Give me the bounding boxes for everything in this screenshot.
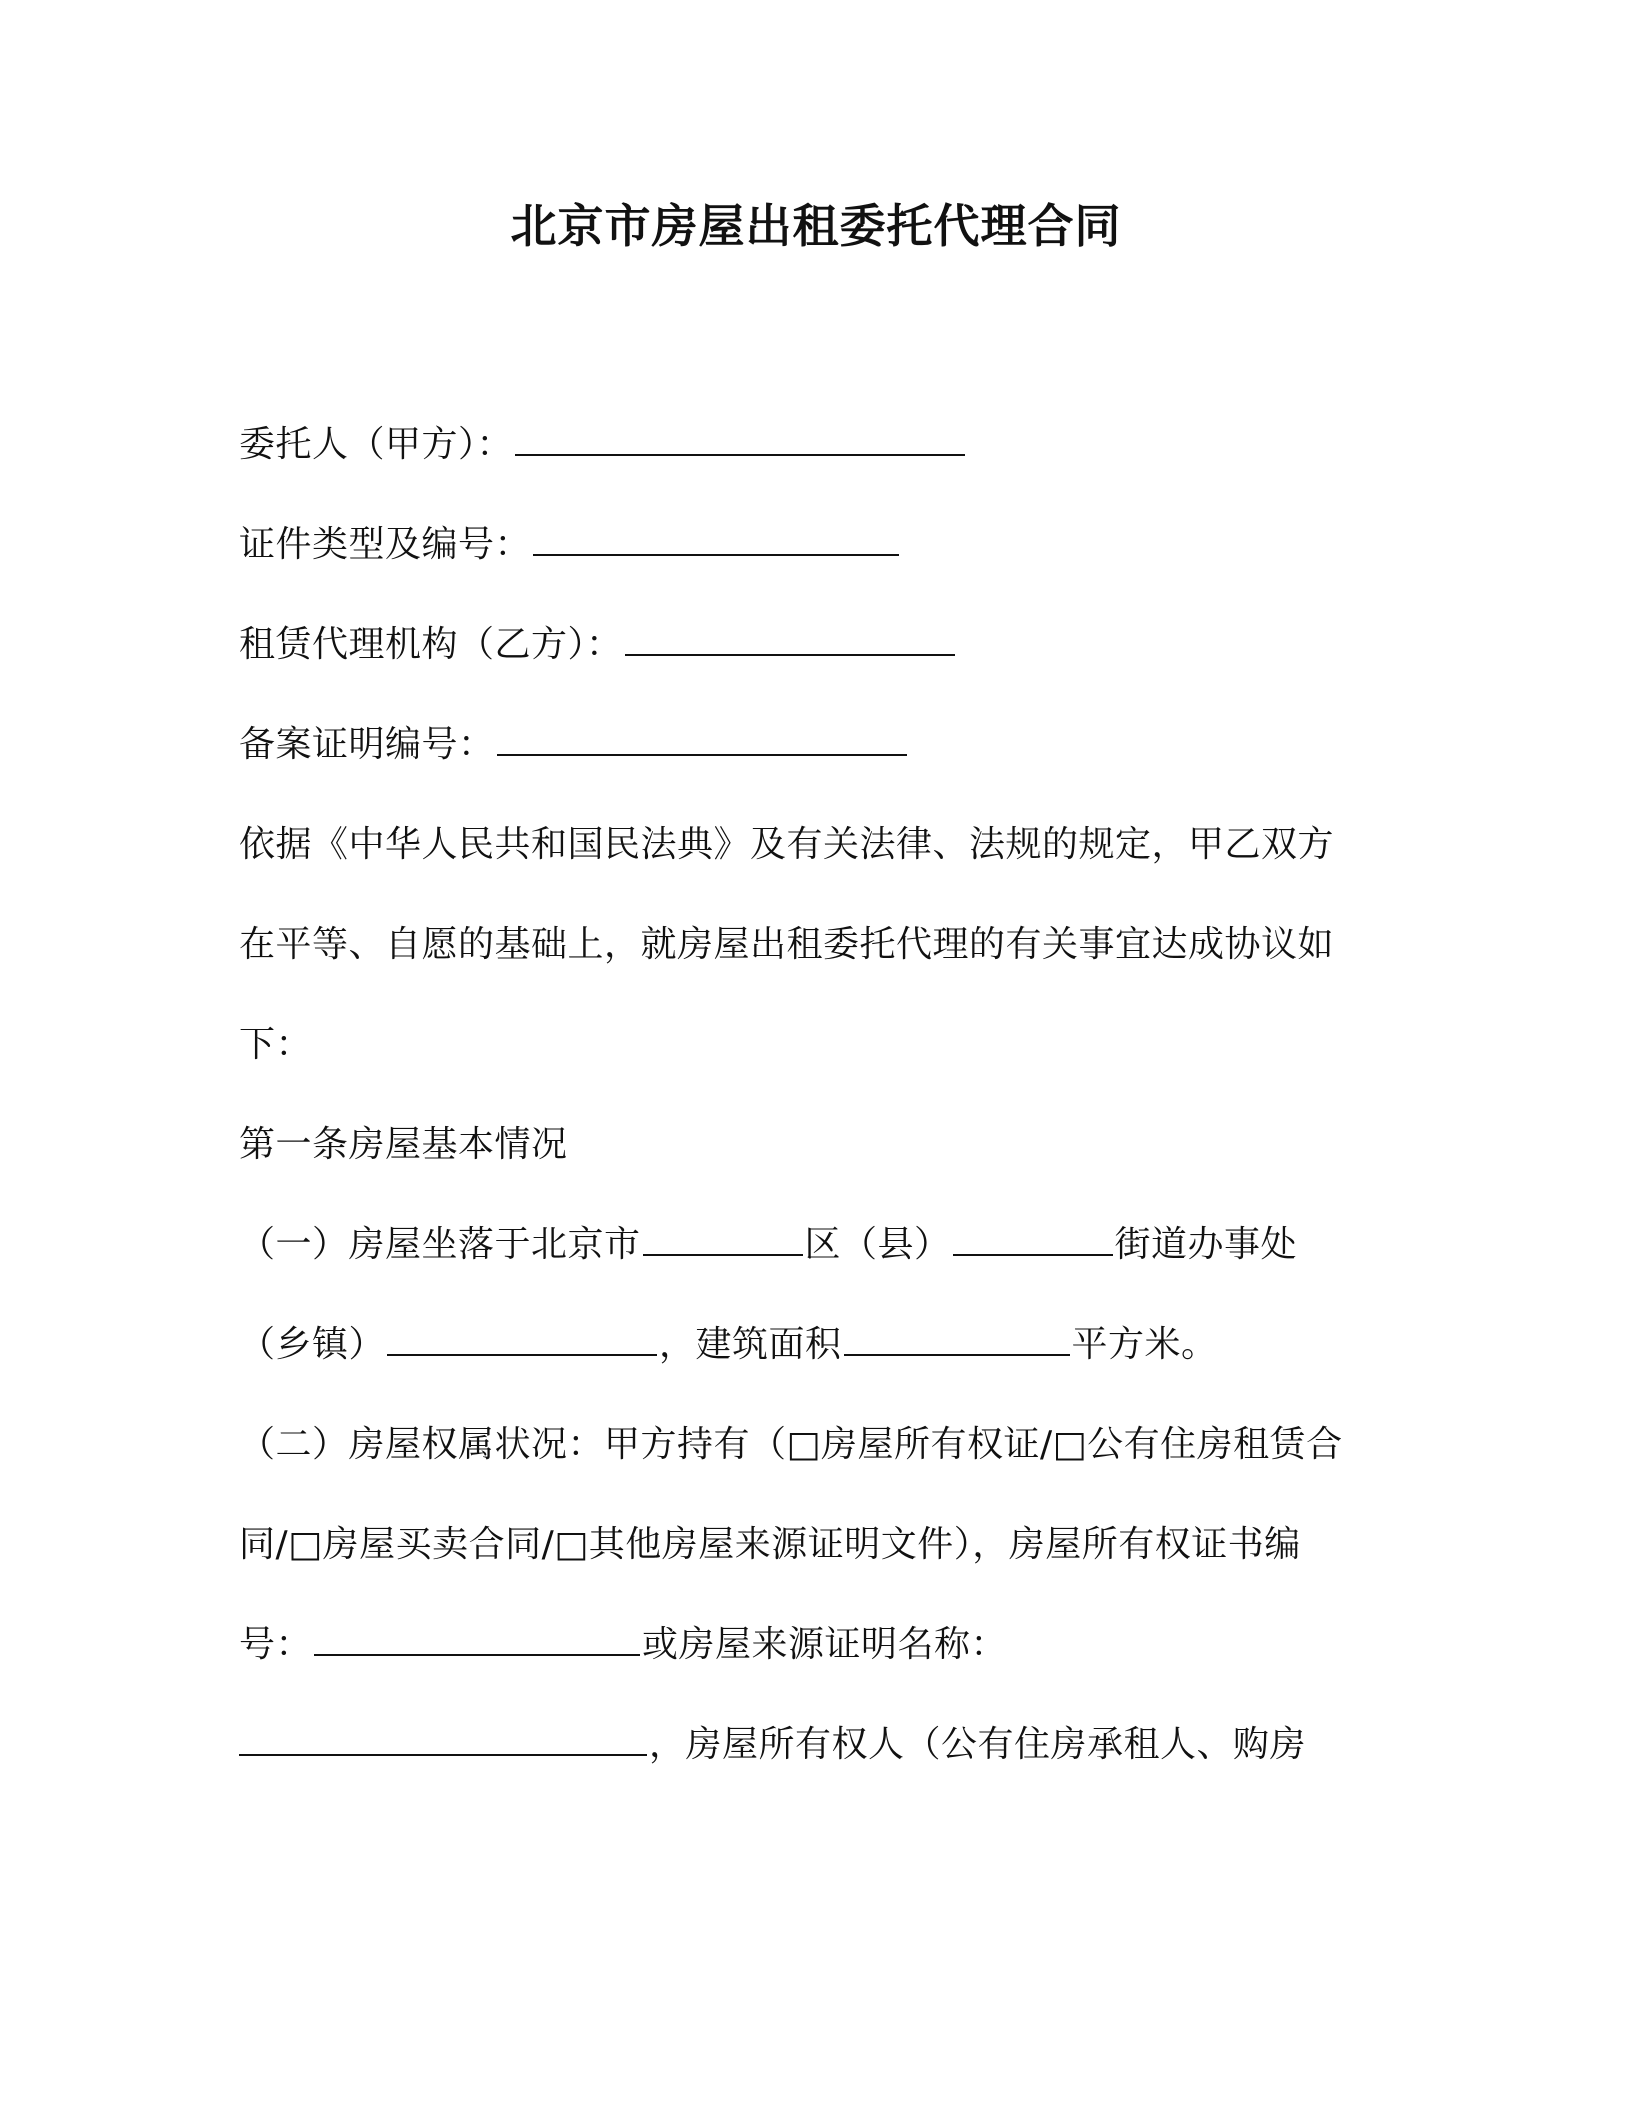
street-label: 街道办事处 [1114,1224,1298,1265]
item-1-prefix: （一）房屋坐落于北京市 [239,1224,641,1265]
item-2-line-4 [239,1720,1306,1770]
article-1-heading: 第一条房屋基本情况 [239,1124,568,1165]
district-label: 区（县） [804,1224,951,1265]
area-blank[interactable] [844,1320,1070,1356]
id-label: 证件类型及编号： [239,524,532,565]
source-doc-blank[interactable] [239,1720,647,1756]
area-label: ，建筑面积 [659,1324,842,1365]
id-blank[interactable] [533,520,899,556]
item-2-line-1: （二）房屋权属状况：甲方持有（□房屋所有权证/□公有住房租赁合 [239,1424,1343,1465]
township-blank[interactable] [387,1320,657,1356]
item-2-line-2: 同/□房屋买卖合同/□其他房屋来源证明文件），房屋所有权证书编 [239,1524,1301,1565]
certificate-number-blank[interactable] [314,1620,640,1656]
principal-label: 委托人（甲方）： [239,424,514,465]
item-1-line-2 [239,1320,1218,1370]
preamble-line-3: 下： [239,1024,313,1065]
source-doc-label: 或房屋来源证明名称： [642,1624,1008,1665]
record-field [239,720,909,770]
item-2-line-3 [239,1620,1007,1670]
item-1-line-1 [239,1220,1297,1270]
document-title: 北京市房屋出租委托代理合同 [510,199,1122,253]
preamble-line-1: 依据《中华人民共和国民法典》及有关法律、法规的规定，甲乙双方 [239,824,1335,865]
certificate-number-label: 号： [239,1624,313,1665]
agency-field [239,620,957,670]
record-blank[interactable] [497,720,907,756]
agency-label: 租赁代理机构（乙方）： [239,624,623,665]
id-field [239,520,901,570]
principal-field [239,420,967,470]
district-blank[interactable] [643,1220,803,1256]
township-label: （乡镇） [239,1324,386,1365]
record-label: 备案证明编号： [239,724,495,765]
agency-blank[interactable] [625,620,955,656]
principal-blank[interactable] [515,420,965,456]
owner-label: ，房屋所有权人（公有住房承租人、购房 [649,1724,1307,1765]
street-blank[interactable] [953,1220,1113,1256]
preamble-line-2: 在平等、自愿的基础上，就房屋出租委托代理的有关事宜达成协议如 [239,924,1335,965]
area-unit: 平方米。 [1071,1324,1218,1365]
